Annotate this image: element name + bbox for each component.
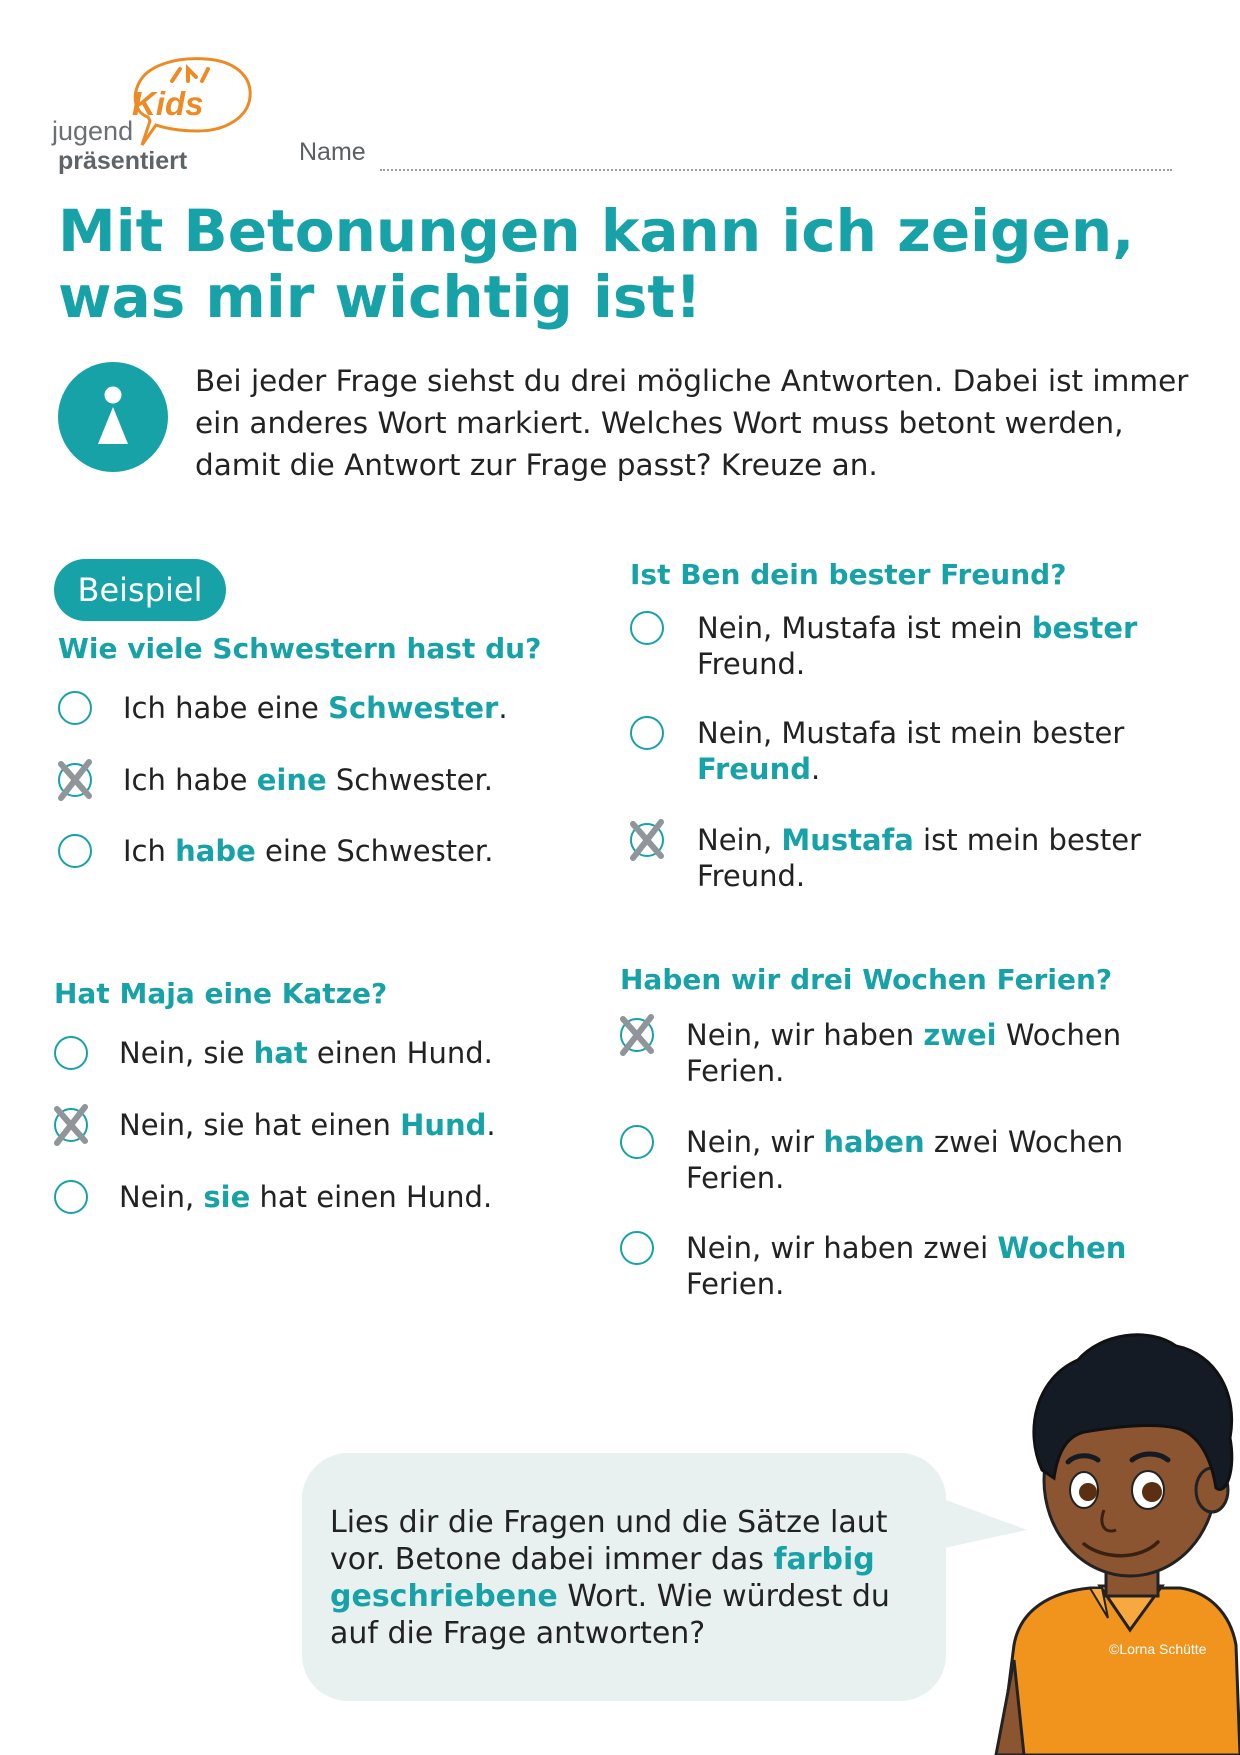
answer-segment: . — [498, 691, 508, 725]
answer-segment: Freund. — [697, 647, 806, 681]
answer-radio-1-1[interactable] — [58, 691, 92, 725]
answer-segment: Schwester. — [326, 763, 493, 797]
check-mark-icon — [615, 1013, 659, 1057]
check-mark-icon — [53, 758, 97, 802]
answer-text-3-2 — [119, 1107, 579, 1143]
stressed-word: Wochen — [997, 1231, 1127, 1265]
logo-kids: Kids — [132, 85, 204, 122]
answer-segment: Nein, Mustafa ist mein bester — [697, 716, 1125, 750]
answer-radio-4-1[interactable] — [620, 1018, 654, 1052]
illustration-credit: ©Lorna Schütte — [1109, 1641, 1207, 1657]
answer-segment: Nein, — [697, 823, 782, 857]
answer-text-4-1 — [686, 1017, 1146, 1089]
speech-bubble-text: Lies dir die Fragen und die Sätze laut vor. Betone dabei immer das farbig geschriebene Wort. Wie würdest du auf die Frage antworten? — [330, 1505, 890, 1651]
answer-radio-2-2[interactable] — [630, 716, 664, 750]
stressed-word: haben — [823, 1125, 925, 1159]
name-input-line[interactable] — [380, 169, 1172, 171]
answer-segment: . — [810, 752, 821, 786]
answer-text-2-1 — [697, 610, 1157, 682]
answer-radio-3-1[interactable] — [54, 1036, 88, 1070]
answer-radio-2-3[interactable] — [630, 823, 664, 857]
answer-segment: Ich habe — [123, 763, 257, 797]
answer-segment: Nein, sie — [119, 1036, 254, 1070]
answer-radio-4-2[interactable] — [620, 1125, 654, 1159]
logo-jugend: jugend — [52, 116, 134, 146]
answer-segment: hat einen Hund. — [250, 1180, 493, 1214]
boy-illustration — [980, 1320, 1240, 1755]
answer-radio-1-2[interactable] — [58, 763, 92, 797]
question-2: Ist Ben dein bester Freund? — [630, 558, 1067, 591]
answer-text-3-1 — [119, 1035, 579, 1071]
answer-text-1-3 — [123, 833, 583, 869]
example-badge: Beispiel — [54, 559, 226, 621]
info-icon — [58, 362, 168, 472]
answer-segment: einen Hund. — [307, 1036, 493, 1070]
answer-segment: Nein, wir haben zwei — [686, 1231, 998, 1265]
title-line-2: was mir wichtig ist! — [58, 263, 702, 331]
page-title — [58, 198, 1198, 330]
title-line-1: Mit Betonungen kann ich zeigen, — [58, 197, 1135, 265]
stressed-word: sie — [203, 1180, 251, 1214]
stressed-word: Hund — [400, 1108, 487, 1142]
answer-segment: Nein, Mustafa ist mein — [697, 611, 1032, 645]
answer-segment: . — [486, 1108, 496, 1142]
name-label: Name — [299, 138, 366, 166]
check-mark-icon — [625, 818, 669, 862]
answer-segment: Ferien. — [686, 1267, 785, 1301]
stressed-word: eine — [256, 763, 327, 797]
stressed-word: hat — [253, 1036, 308, 1070]
instruction-text: Bei jeder Frage siehst du drei mögliche Antworten. Dabei ist immer ein anderes Wort markiert. Welches Wort muss betont werden, damit die Antwort zur Frage passt? Kreuze an. — [195, 364, 1189, 482]
stressed-word: Freund — [697, 752, 811, 786]
answer-text-2-2 — [697, 715, 1157, 787]
answer-segment: ist mein bester Freund. — [697, 823, 1142, 893]
answer-text-1-1 — [123, 690, 583, 726]
stressed-word: Mustafa — [781, 823, 914, 857]
question-3: Hat Maja eine Katze? — [54, 977, 388, 1010]
answer-segment: Nein, wir — [686, 1125, 824, 1159]
answer-segment: zwei Wochen Ferien. — [686, 1125, 1124, 1195]
answer-segment: Nein, — [119, 1180, 204, 1214]
answer-radio-4-3[interactable] — [620, 1231, 654, 1265]
answer-radio-3-2[interactable] — [54, 1108, 88, 1142]
check-mark-icon — [49, 1103, 93, 1147]
answer-text-2-3 — [697, 822, 1157, 894]
answer-radio-3-3[interactable] — [54, 1180, 88, 1214]
answer-radio-1-3[interactable] — [58, 834, 92, 868]
stressed-word: Schwester — [328, 691, 499, 725]
logo-praesentiert: präsentiert — [58, 147, 188, 175]
answer-segment: Nein, wir haben — [686, 1018, 924, 1052]
answer-text-1-2 — [123, 762, 583, 798]
answer-segment: Ich — [123, 834, 176, 868]
answer-segment: Nein, sie hat einen — [119, 1108, 401, 1142]
answer-segment: eine Schwester. — [255, 834, 494, 868]
answer-segment: Wochen Ferien. — [686, 1018, 1122, 1088]
answer-segment: Ich habe eine — [123, 691, 329, 725]
answer-text-3-3 — [119, 1179, 579, 1215]
answer-text-4-2 — [686, 1124, 1146, 1196]
stressed-word: habe — [175, 834, 256, 868]
answer-text-4-3 — [686, 1230, 1146, 1302]
question-4: Haben wir drei Wochen Ferien? — [620, 963, 1113, 996]
question-1: Wie viele Schwestern hast du? — [58, 632, 542, 665]
answer-radio-2-1[interactable] — [630, 611, 664, 645]
stressed-word: zwei — [923, 1018, 997, 1052]
stressed-word: bester — [1031, 611, 1138, 645]
